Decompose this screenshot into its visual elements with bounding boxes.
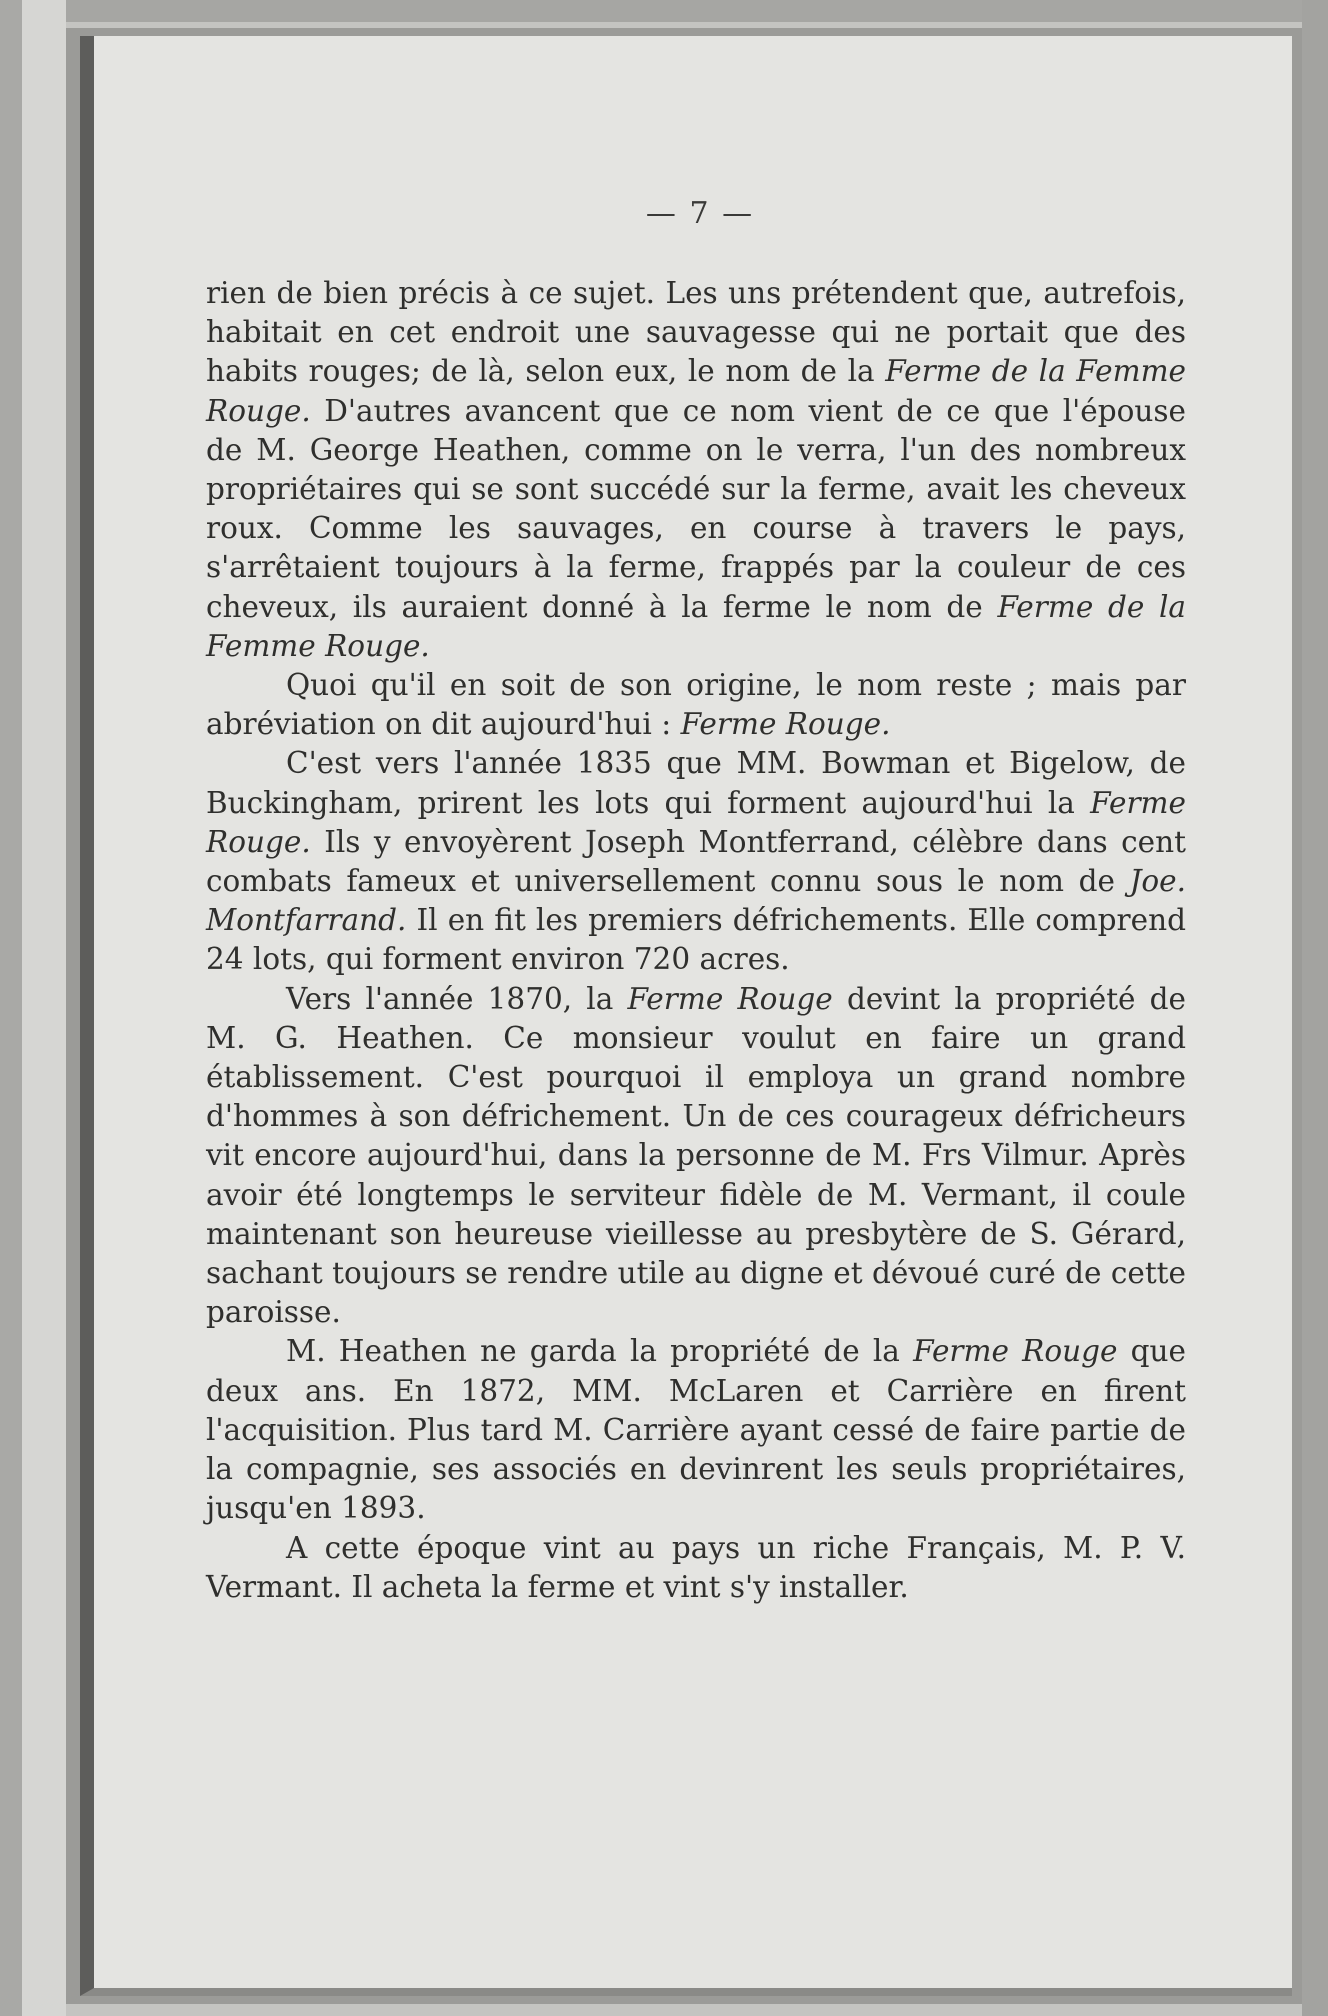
- scan-right-edge: [1302, 0, 1328, 2016]
- text-run: Vers l'année 1870, la: [286, 981, 628, 1016]
- paragraph: [206, 274, 1186, 666]
- italic-text: Ferme de la Femme Rouge.: [206, 354, 1186, 428]
- text-run: C'est vers l'année 1835 que MM. Bowman et Bigelow, de Buckingham, prirent les lots qui forment aujourd'hui la: [206, 746, 1186, 820]
- text-run: Ils y envoyèrent Joseph Montferrand, célèbre dans cent combats fameux et universellement connu sous le nom de: [206, 824, 1186, 899]
- italic-text: Ferme Rouge: [627, 981, 833, 1016]
- text-run: rien de bien précis à ce sujet. Les uns prétendent que, autrefois, habitait en cet endroit une sauvagesse qui ne portait que des habits rouges; de là, selon eux, le nom de la: [206, 276, 1186, 389]
- scan-left-edge: [0, 0, 22, 2016]
- italic-text: Joe. Montfarrand.: [206, 864, 1186, 938]
- text-run: Il en fit les premiers défrichements. Elle comprend 24 lots, qui forment environ 720 acres.: [206, 903, 1186, 977]
- text-run: A cette époque vint au pays un riche Français, M. P. V. Vermant. Il acheta la ferme et vint s'y installer.: [206, 1530, 1186, 1604]
- paragraph: [206, 1332, 1186, 1528]
- body-text: [206, 274, 1186, 1607]
- paragraph: [206, 980, 1186, 1333]
- paragraph: [206, 1529, 1186, 1607]
- italic-text: Ferme Rouge.: [680, 707, 891, 742]
- text-run: M. Heathen ne garda la propriété de la: [286, 1334, 914, 1369]
- paragraph: [206, 666, 1186, 744]
- text-run: devint la propriété de M. G. Heathen. Ce monsieur voulut en faire un grand établissement. C'est pourquoi il employa un grand nombre d'hommes à son défrichement. Un de ces courageux défricheurs vit encore aujourd'hui, dans la personne de M. Frs Vilmur. Après avoir été longtemps le serviteur fidèle de M. Vermant, il coule maintenant son heureuse vieillesse au presbytère de S. Gérard, sachant toujours se rendre utile au digne et dévoué curé de cette paroisse.: [206, 981, 1187, 1330]
- paragraph: [206, 744, 1186, 979]
- italic-text: Ferme de la Femme Rouge.: [206, 589, 1187, 663]
- text-run: D'autres avancent que ce nom vient de ce que l'épouse de M. George Heathen, comme on le verra, l'un des nombreux propriétaires qui se sont succédé sur la ferme, avait les cheveux roux. Comme les sauvages, en course à travers le pays, s'arrêtaient toujours à la ferme, frappés par la couleur de ces cheveux, ils auraient donné à la ferme le nom de: [206, 393, 1186, 624]
- book-page: [80, 36, 1292, 1996]
- italic-text: Ferme Rouge.: [206, 785, 1186, 859]
- text-run: Quoi qu'il en soit de son origine, le nom reste ; mais par abréviation on dit aujourd'hui :: [206, 668, 1186, 742]
- text-run: que deux ans. En 1872, MM. McLaren et Carrière en firent l'acquisition. Plus tard M. Carrière ayant cessé de faire partie de la compagnie, ses associés en devinrent les seuls propriétaires, jusqu'en 1893.: [206, 1334, 1186, 1526]
- scan-top-edge: [0, 0, 1328, 22]
- italic-text: Ferme Rouge: [913, 1334, 1118, 1369]
- page-number: — 7 —: [645, 196, 755, 231]
- facing-page-strip: [22, 0, 66, 2016]
